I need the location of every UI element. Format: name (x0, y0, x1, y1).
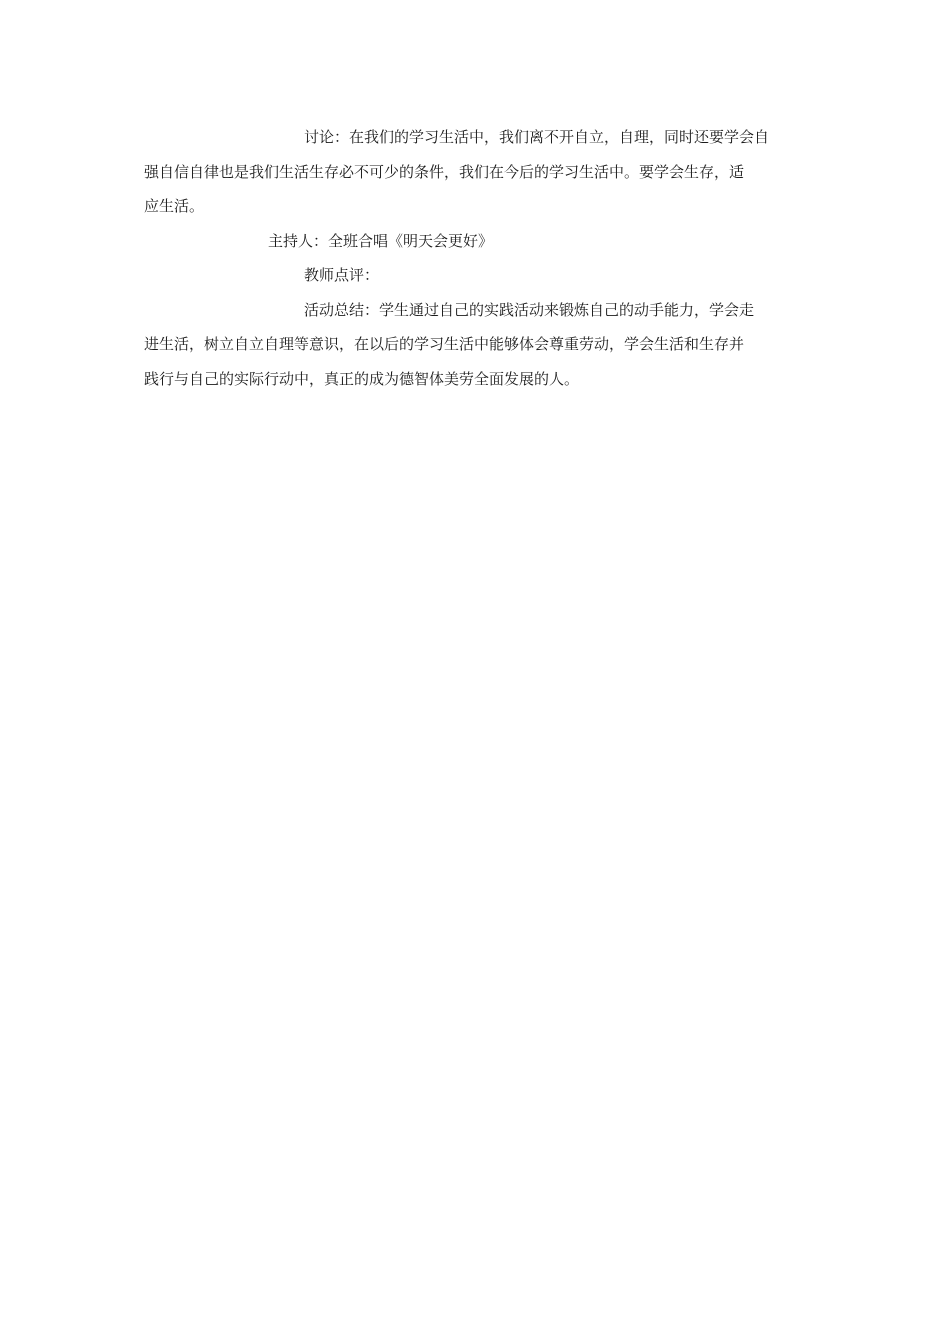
discussion-line-2: 强自信自律也是我们生活生存必不可少的条件，我们在今后的学习生活中。要学会生存，适 (144, 162, 745, 181)
summary-paragraph (144, 293, 810, 397)
discussion-line-1: 讨论：在我们的学习生活中，我们离不开自立，自理，同时还要学会自 (304, 128, 770, 146)
discussion-paragraph (144, 120, 810, 224)
summary-line-1: 活动总结：学生通过自己的实践活动来锻炼自己的动手能力，学会走 (304, 300, 755, 319)
document-body (144, 120, 810, 396)
discussion-line-3: 应生活。 (144, 197, 205, 215)
teacher-comment-paragraph (144, 258, 810, 293)
summary-line-2: 进生活，树立自立自理等意识，在以后的学习生活中能够体会尊重劳动，学会生活和生存并 (144, 335, 745, 353)
host-paragraph (144, 224, 810, 259)
summary-line-3: 践行与自己的实际行动中，真正的成为德智体美劳全面发展的人。 (144, 369, 580, 388)
host-line: 主持人：全班合唱《明天会更好》 (268, 231, 494, 250)
teacher-comment-line: 教师点评： (304, 266, 380, 284)
